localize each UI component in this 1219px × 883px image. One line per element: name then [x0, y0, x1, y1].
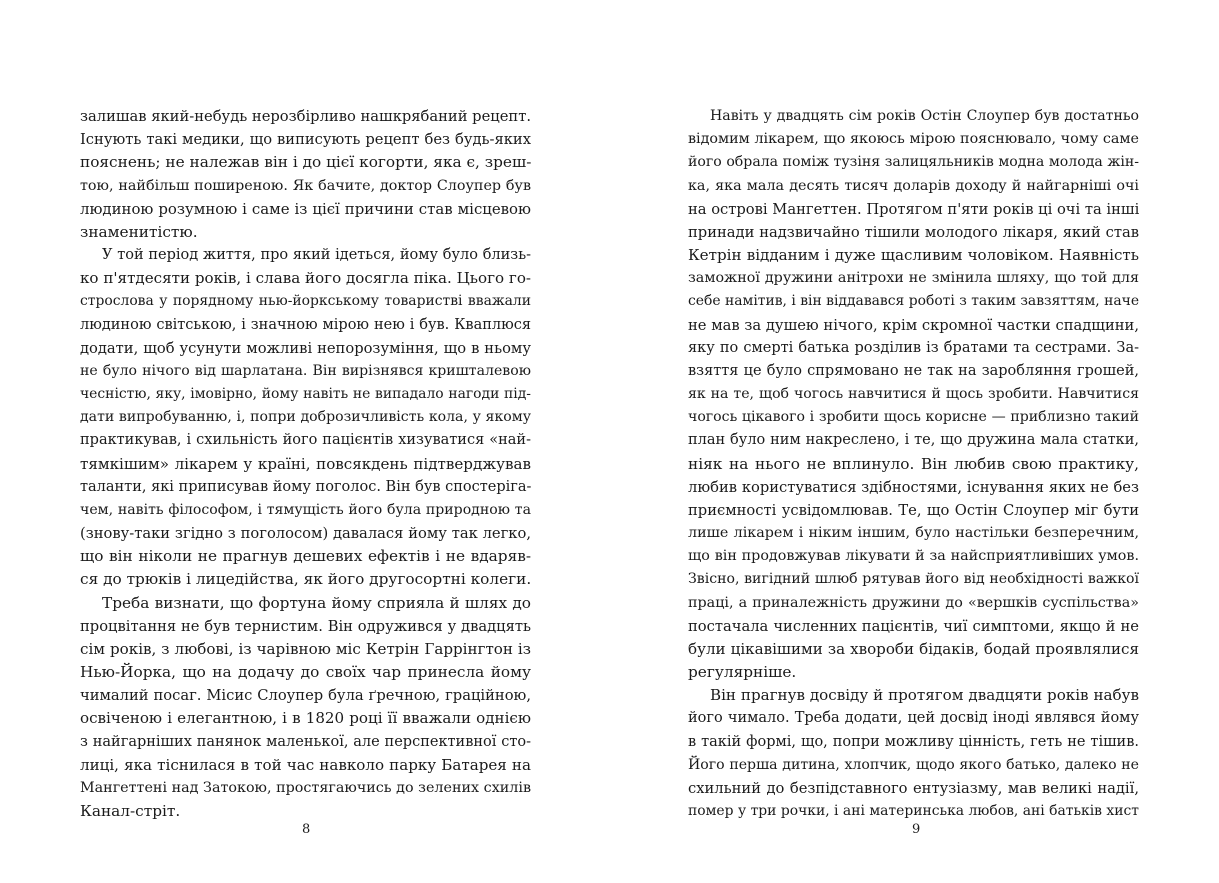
text-line: Нью-Йорка, що на додачу до своїх чар принесла йому [80, 663, 531, 682]
text-line: не було нічого від шарлатана. Він вирізнявся кришталевою [80, 362, 531, 379]
text-line: чем, навіть філософом, і тямущість його була природною та [80, 501, 531, 518]
text-line: ніяк на нього не вплинуло. Він любив свою практику, [688, 454, 1139, 473]
text-line: Він прагнув досвіду й протягом двадцяти років набув [710, 686, 1139, 705]
text-line: людиною світською, і значною мірою нею і був. Кваплюся [80, 316, 531, 333]
text-line: принади надзвичайно тішили молодого лікаря, який став [688, 223, 1139, 241]
text-line: чесністю, яку, імовірно, йому навіть не випадало нагоди під- [80, 386, 531, 403]
text-line: ся до трюків і лицедійства, як його другосортні колеги. [80, 570, 532, 589]
text-line: як на те, щоб чогось навчитися й щось зробити. Навчитися [688, 386, 1139, 403]
text-line: Треба визнати, що фортуна йому сприяла й шлях до [102, 593, 531, 612]
text-line: лиці, яка тіснилася в той час навколо парку Батарея на [80, 755, 531, 774]
text-line: постачала численних пацієнтів, чиї симптоми, якщо й не [688, 617, 1139, 635]
text-line: дати випробуванню, і, попри доброзичливість кола, у якому [80, 409, 531, 426]
text-line: тямкішим» лікарем у країні, повсякдень підтверджував [80, 454, 531, 473]
text-line: праці, а приналежність дружини до «вершків суспільства» [688, 594, 1139, 611]
text-line: Звісно, вигідний шлюб рятував його від необхідності важкої [688, 571, 1139, 588]
text-line: лише лікарем і ніким іншим, було настільки безперечним, [688, 525, 1139, 542]
text-line: його чимало. Треба додати, цей досвід іноді являвся йому [688, 710, 1139, 727]
text-line: приємності усвідомлював. Те, що Остін Слоупер міг бути [688, 501, 1139, 519]
text-line: були цікавішими за хвороби бідаків, бодай проявлялися [688, 639, 1139, 658]
text-line: план було ним накреслено, і те, що дружина мала статки, [688, 432, 1139, 449]
text-line: що він продовжував лікувати й за найсприятливіших умов. [688, 548, 1139, 565]
text-line: любив користуватися здібностями, існування яких не без [688, 478, 1139, 496]
text-line: Канал-стріт. [80, 802, 181, 821]
text-line: додати, щоб усунути можливі непорозуміння, що в ньому [80, 339, 531, 357]
text-line: строслова у порядному нью-йоркському товаристві вважали [80, 293, 531, 310]
text-line: таланти, які приписував йому поголос. Він був спостеріга- [80, 478, 532, 495]
text-line: на острові Мангеттен. Протягом п'яти років ці очі та інші [688, 200, 1140, 218]
text-line: процвітання не був тернистим. Він одружився у двадцять [80, 617, 531, 635]
text-line: відомим лікарем, що якоюсь мірою пояснювало, чому саме [688, 131, 1139, 148]
text-line: себе намітив, і він віддавався роботі з таким завзяттям, наче [688, 293, 1140, 310]
text-line: Його перша дитина, хлопчик, щодо якого батько, далеко не [688, 756, 1139, 773]
text-line: чогось цікавого і зробити щось корисне — приблизно такий [688, 409, 1139, 426]
text-line: ко п'ятдесяти років, і слава його досягла піка. Цього го- [80, 269, 531, 288]
text-line: заможної дружини анітрохи не змінила шляху, що той для [688, 270, 1139, 287]
text-line: Кетрін відданим і дуже щасливим чоловіком. Наявність [688, 246, 1139, 265]
text-line: ка, яка мала десять тисяч доларів доходу й найгарніші очі [688, 177, 1139, 194]
text-line: людиною розумною і саме із цієї причини став місцевою [80, 199, 531, 218]
text-line: схильний до безпідставного ентузіазму, мав великі надії, [688, 779, 1139, 797]
text-line: яку по смерті батька розділив із братами та сестрами. За- [688, 339, 1139, 356]
text-line: пояснень; не належав він і до цієї когорти, яка є, зреш- [80, 153, 532, 172]
text-line: взяття це було спрямовано не так на заробляння грошей, [688, 362, 1139, 379]
text-line: його обрала поміж тузіня залицяльників модна молода жін- [688, 154, 1139, 171]
text-line: помер у три рочки, і ані материнська любов, ані батьків хист [688, 803, 1139, 820]
text-line: тою, найбільш поширеною. Як бачите, доктор Слоупер був [80, 177, 531, 194]
text-line: залишав який-небудь нерозбірливо нашкрябаний рецепт. [80, 108, 531, 125]
text-line: чималий посаг. Місис Слоупер була ґречною, граційною, [80, 687, 531, 705]
text-line: освіченою і елегантною, і в 1820 році її вважали однією [80, 709, 531, 728]
left-page [0, 0, 609, 883]
text-line: У той період життя, про який ідеться, йому було близь- [102, 247, 531, 264]
text-line: практикував, і схильність його пацієнтів хизуватися «най- [80, 432, 531, 449]
text-line: (знову-таки згідно з поголосом) давалася йому так легко, [80, 525, 531, 543]
text-line: не мав за душею нічого, крім скромної частки спадщини, [688, 316, 1139, 334]
text-line: з найгарніших панянок маленької, але перспективної сто- [80, 733, 531, 750]
text-line: в такій формі, що, попри можливу цінність, геть не тішив. [688, 733, 1139, 750]
text-line: Мангеттені над Затокою, простягаючись до зелених схилів [80, 779, 531, 796]
left-page-text [80, 105, 531, 823]
page-number: 8 [302, 822, 311, 837]
text-line: сім років, з любові, із чарівною міс Кетрін Гаррінгтон із [80, 639, 531, 658]
text-line: знаменитістю. [80, 222, 198, 241]
right-page [609, 0, 1219, 883]
page-number: 9 [912, 822, 921, 837]
text-line: Навіть у двадцять сім років Остін Слоупер був достатньо [710, 108, 1139, 124]
text-line: Існують такі медики, що виписують рецепт без будь-яких [80, 131, 531, 149]
text-line: що він ніколи не прагнув дешевих ефектів і не вдаряв- [80, 547, 531, 566]
text-line: регулярніше. [688, 663, 797, 682]
right-page-text [688, 105, 1139, 823]
